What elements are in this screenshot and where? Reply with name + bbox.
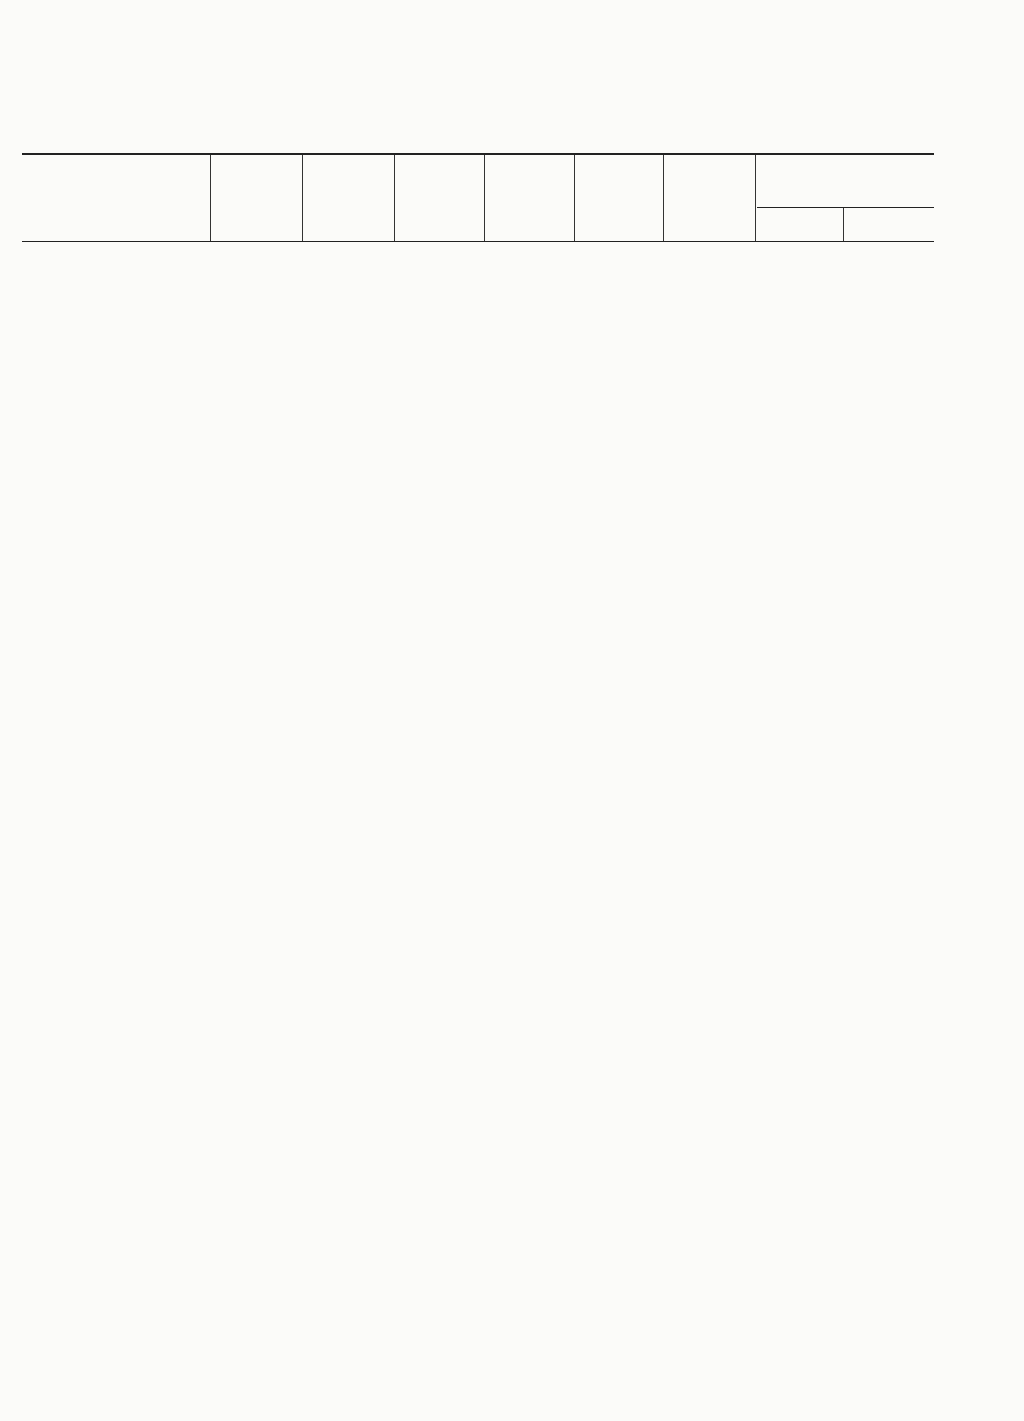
header-sep: [484, 155, 485, 241]
header-sep: [302, 155, 303, 241]
nacht-subrule: [757, 207, 934, 208]
header-sep: [210, 155, 211, 241]
header-sep: [394, 155, 395, 241]
header-sep: [755, 155, 756, 241]
header-sep: [663, 155, 664, 241]
header-top-rule: [22, 153, 934, 155]
header-bottom-rule: [22, 241, 934, 242]
header-sep: [843, 208, 844, 241]
header-sep: [574, 155, 575, 241]
